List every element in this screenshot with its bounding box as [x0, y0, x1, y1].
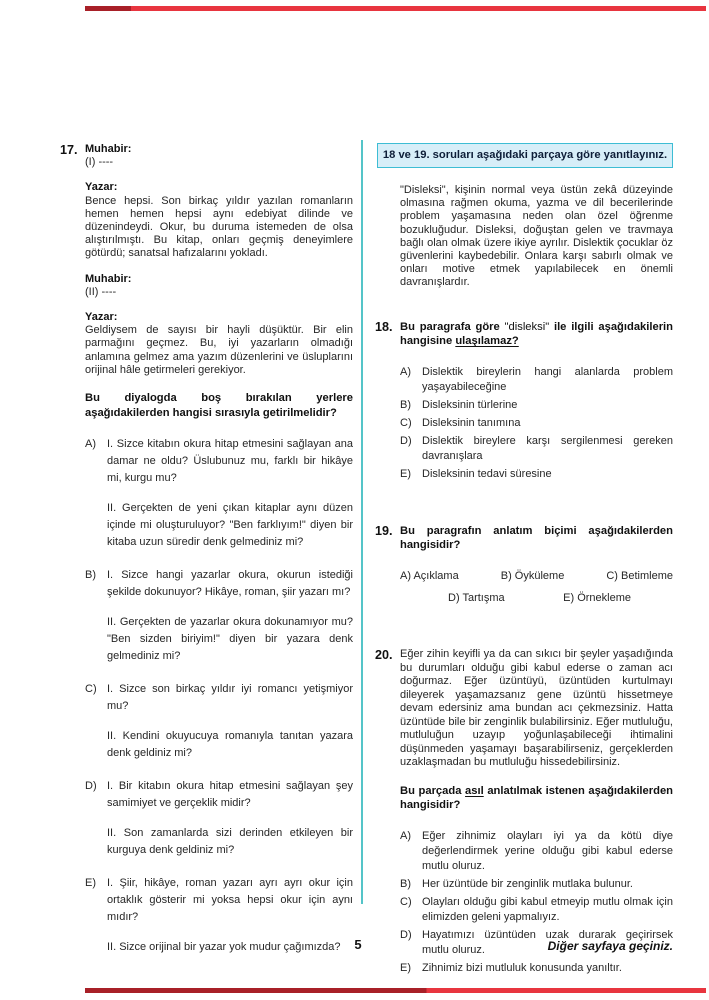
question-18-option-b: [400, 398, 673, 413]
dialogue-entry-2: [85, 181, 353, 260]
option-label: C): [400, 895, 412, 908]
question-18: [375, 319, 673, 482]
question-18-option-d: [400, 434, 673, 464]
passage-18-19: "Disleksi", kişinin normal veya üstün zekâ düzeyinde olmasına rağmen okuma, yazma ve dil becerilerinde problem yaşamasına neden olan özel öğrenme bozukluğudur. Disleksi, doğuştan gelen ve travmaya bağlı olan olmak üzere ikiye ayrılır. Dislektik çocuklar öz güvenlerini kaybedebilir. Onlara karşı sabırlı olmak ve onları motive etmek yapılabilecek en önemli davranışlardır.: [400, 184, 673, 289]
question-17-option-a: [85, 436, 353, 551]
question-17: [60, 143, 353, 956]
question-20: [375, 648, 673, 976]
dialogue-entry-3: [85, 273, 353, 299]
option-text: [107, 681, 353, 762]
option-item-i: I. Bir kitabın okura hitap etmesini sağlayan şey samimiyet ve gerçeklik midir?: [107, 780, 353, 810]
option-text: [107, 778, 353, 859]
option-item-i: I. Şiir, hikâye, roman yazarı ayrı ayrı okur için ortaklık gösterir mi yoksa hepsi okur için aynı mıdır?: [107, 877, 353, 924]
option-item-i: I. Sizce son birkaç yıldır iyi romancı yetişmiyor mu?: [107, 683, 353, 713]
option-label: E): [400, 467, 411, 480]
option-c: C) Betimleme: [606, 570, 673, 582]
dialogue-entry-4: [85, 311, 353, 377]
option-text: Hayatımızı üzüntüden uzak durarak geçirirsek mutlu oluruz.: [422, 928, 673, 956]
option-text: [107, 567, 353, 665]
question-20-stem: Bu parçada asıl anlatılmak istenen aşağıdakilerden hangisidir?: [400, 784, 673, 812]
question-19-stem: Bu paragrafın anlatım biçimi aşağıdakilerden hangisidir?: [400, 524, 673, 552]
dialogue-text: Bence hepsi. Son birkaç yıldır yazılan romanların hemen hemen hepsi aynı edebiyat dilinde ve düzenindeydi. Okur, bu duruma istemeden de olsa alıştırılmıştı. Bu kitap, onları geçmiş deneyimlere götürdü; sanatsal hafızalarını yokladı.: [85, 194, 353, 260]
option-text: Disleksinin tedavi süresine: [422, 467, 552, 480]
option-item-ii: II. Son zamanlarda sizi derinden etkileyen bir kurguya denk geldiniz mi?: [107, 827, 353, 857]
option-label: D): [400, 434, 412, 447]
question-20-option-c: [400, 895, 673, 925]
instruction-box: 18 ve 19. soruları aşağıdaki parçaya göre yanıtlayınız.: [377, 143, 673, 168]
dialogue-text: (I) ----: [85, 156, 114, 169]
option-text: Zihnimiz bizi mutluluk konusunda yanıltır.: [422, 961, 622, 974]
bottom-rule: [85, 988, 706, 993]
question-20-passage: Eğer zihin keyifli ya da can sıkıcı bir şeyler yaşadığında bu durumları olduğu gibi kabul ederse o zaman acı doğurmaz. Eğer üzüntüyü, üzüntüden kurtulmayı dileyerek yaşamazsanız gene üzüntü hissetmeye devam edersiniz ama bundan acı çekmezsiniz. Hatta üzüntüde bile bir zenginlik bulabilirsiniz. Eğer mutluluğu, mutluluğun uzayıp yoğunlaşabileceği ihtimalini düşünmeden yaşamayı başarabilirseniz, gerçeklerden uzaklaşmadan bu mutluluğu hissedebilirsiniz.: [400, 648, 673, 768]
option-d: D) Tartışma: [448, 592, 505, 604]
dialogue-speaker: Muhabir:: [85, 272, 132, 285]
question-19-options-row-1: [400, 569, 673, 584]
option-label: D): [85, 780, 97, 793]
question-17-stem: Bu diyalogda boş bırakılan yerlere aşağıdakilerden hangisi sırasıyla getirilmelidir?: [85, 392, 353, 419]
question-17-number: 17.: [60, 143, 78, 157]
question-19: [375, 523, 673, 606]
column-divider: [361, 140, 363, 904]
question-18-option-e: [400, 467, 673, 482]
option-label: E): [400, 961, 411, 974]
option-text: Dislektik bireylere karşı sergilenmesi gereken davranışlara: [422, 434, 673, 462]
question-17-option-c: [85, 681, 353, 762]
question-18-option-c: [400, 416, 673, 431]
option-item-ii: II. Gerçekten de yeni çıkan kitaplar aynı düzen içinde mi oluşturuluyor? "Ben farklıyım!" diyen bir kitaba uzun süredir denk gelmediniz mi?: [107, 502, 353, 549]
option-b: B) Öyküleme: [500, 570, 565, 582]
dialogue-speaker: Yazar:: [85, 181, 118, 194]
question-20-number: 20.: [375, 648, 393, 662]
option-text: [107, 875, 353, 956]
option-a: A) Açıklama: [400, 570, 459, 582]
right-column: [375, 143, 673, 979]
question-18-option-a: [400, 365, 673, 395]
top-rule: [85, 6, 706, 11]
dialogue-text: (II) ----: [85, 285, 117, 298]
question-18-stem: Bu paragrafa göre "disleksi" ile ilgili aşağıdakilerin hangisine ulaşılamaz?: [400, 320, 673, 348]
next-page-note: Diğer sayfaya geçiniz.: [547, 939, 673, 953]
option-text: [107, 436, 353, 551]
option-item-ii: II. Kendini okuyucuya romanıyla tanıtan yazara denk geldiniz mi?: [107, 730, 353, 760]
option-label: B): [400, 877, 411, 890]
option-label: C): [400, 416, 412, 429]
option-item-ii: II. Gerçekten de yazarlar okura dokunamıyor mu? "Ben sizden biriyim!" diyen bir yazara denk gelmediniz mi?: [107, 616, 353, 663]
option-label: B): [400, 398, 411, 411]
question-18-number: 18.: [375, 319, 393, 334]
question-19-number: 19.: [375, 523, 393, 538]
question-17-option-b: [85, 567, 353, 665]
option-item-i: I. Sizce kitabın okura hitap etmesini sağlayan ana damar ne oldu? Üslubunuz mu, farklı bir hikâye mi, kurgu mu?: [107, 438, 353, 485]
question-20-option-a: [400, 829, 673, 874]
dialogue-speaker: Muhabir:: [85, 143, 132, 155]
option-text: Her üzüntüde bir zenginlik mutlaka bulunur.: [422, 877, 633, 890]
option-label: E): [85, 877, 96, 890]
option-e: E) Örnekleme: [563, 592, 631, 604]
option-label: B): [85, 569, 96, 582]
option-text: Dislektik bireylerin hangi alanlarda problem yaşayabileceğine: [422, 365, 673, 393]
option-item-ii: II. Sizce orijinal bir yazar yok mudur çağımızda?: [107, 941, 341, 954]
option-item-i: I. Sizce hangi yazarlar okura, okurun istediği şekilde dokunuyor? Hikâye, roman, şiir yazarı mı?: [107, 569, 353, 599]
option-label: D): [400, 928, 412, 941]
option-label: C): [85, 683, 97, 696]
page-number: 5: [354, 937, 362, 952]
question-20-option-b: [400, 877, 673, 892]
dialogue-entry-1: [85, 143, 353, 169]
option-label: A): [400, 829, 411, 842]
option-text: Disleksinin türlerine: [422, 398, 518, 411]
question-17-option-e: [85, 875, 353, 956]
dialogue-text: Geldiysem de sayısı bir hayli düşüktür. Bir elin parmağını geçmez. Bu, iyi yazarların olmadığı anlamına gelmez ama yazım düzenlerini ve üsluplarını orijinal hâle getirmeleri gerekiyor.: [85, 324, 353, 376]
question-20-option-e: [400, 961, 673, 976]
option-text: Eğer zihnimiz olayları iyi ya da kötü diye değerlendirmek yerine olduğu gibi kabul ederse mutlu oluruz.: [422, 829, 673, 872]
question-17-option-d: [85, 778, 353, 859]
left-column: [60, 143, 353, 972]
dialogue-speaker: Yazar:: [85, 311, 118, 324]
question-19-options-row-2: [400, 591, 673, 606]
option-text: Olayları olduğu gibi kabul etmeyip mutlu olmak için elimizden geleni yapmalıyız.: [422, 895, 673, 923]
option-label: A): [85, 438, 96, 451]
option-label: A): [400, 365, 411, 378]
option-text: Disleksinin tanımına: [422, 416, 521, 429]
